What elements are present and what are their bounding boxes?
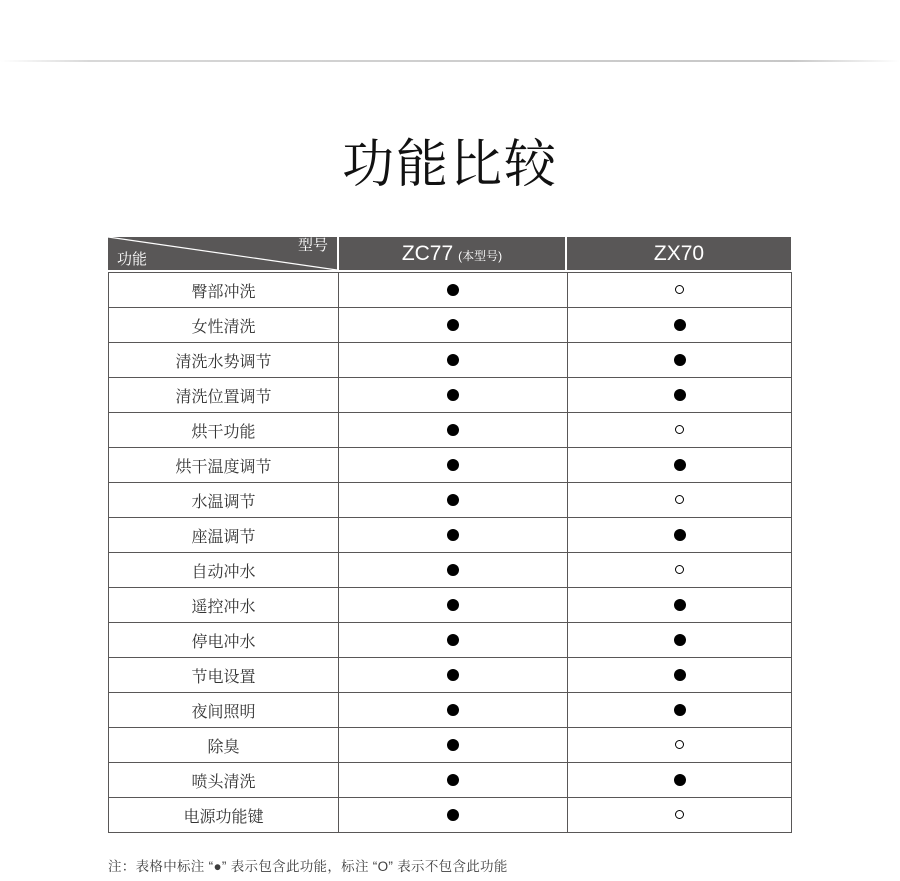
table-row [109, 623, 792, 658]
model-name-zc77: ZC77 [401, 241, 454, 265]
included-dot [674, 529, 686, 541]
feature-label: 烘干功能 [109, 413, 339, 448]
table-row [109, 553, 792, 588]
table-row [109, 448, 792, 483]
included-dot [447, 389, 459, 401]
zx70-value-cell [568, 378, 792, 413]
included-dot [447, 704, 459, 716]
included-dot [447, 284, 459, 296]
feature-label: 臀部冲洗 [109, 273, 339, 308]
included-dot [447, 634, 459, 646]
not-included-dot [675, 740, 684, 749]
zc77-value-cell [339, 273, 568, 308]
table-row [109, 728, 792, 763]
included-dot [447, 564, 459, 576]
included-dot [674, 459, 686, 471]
zc77-value-cell [339, 308, 568, 343]
included-dot [674, 774, 686, 786]
zx70-value-cell [568, 658, 792, 693]
feature-label: 水温调节 [109, 483, 339, 518]
header-corner-cell [108, 237, 337, 270]
zx70-value-cell [568, 763, 792, 798]
feature-label: 女性清洗 [109, 308, 339, 343]
table-row [109, 273, 792, 308]
feature-label: 遥控冲水 [109, 588, 339, 623]
zx70-value-cell [568, 518, 792, 553]
feature-rows [109, 273, 792, 833]
included-dot [447, 354, 459, 366]
table-header-row [108, 237, 791, 270]
zc77-value-cell [339, 448, 568, 483]
zc77-value-cell [339, 728, 568, 763]
zc77-value-cell [339, 798, 568, 833]
zx70-value-cell [568, 623, 792, 658]
zc77-value-cell [339, 413, 568, 448]
zx70-value-cell [568, 273, 792, 308]
table-row [109, 413, 792, 448]
feature-label: 节电设置 [109, 658, 339, 693]
footnote: 注：表格中标注 “●” 表示包含此功能，标注 “O” 表示不包含此功能 [108, 859, 508, 874]
zx70-value-cell [568, 588, 792, 623]
model-name-zx70: ZX70 [653, 241, 705, 265]
feature-table-body [108, 272, 792, 833]
feature-label: 烘干温度调节 [109, 448, 339, 483]
feature-comparison-table [108, 237, 791, 833]
included-dot [447, 599, 459, 611]
not-included-dot [675, 495, 684, 504]
included-dot [674, 389, 686, 401]
zc77-value-cell [339, 658, 568, 693]
table-row [109, 588, 792, 623]
zx70-value-cell [568, 343, 792, 378]
page-title: 功能比较 [341, 136, 558, 194]
zc77-value-cell [339, 588, 568, 623]
table-row [109, 693, 792, 728]
zx70-value-cell [568, 798, 792, 833]
not-included-dot [675, 285, 684, 294]
header-model-label: 型号 [297, 237, 328, 254]
table-row [109, 518, 792, 553]
zc77-value-cell [339, 623, 568, 658]
included-dot [447, 669, 459, 681]
feature-label: 电源功能键 [109, 798, 339, 833]
included-dot [447, 424, 459, 436]
table-row [109, 483, 792, 518]
feature-label: 喷头清洗 [109, 763, 339, 798]
zc77-value-cell [339, 343, 568, 378]
included-dot [447, 739, 459, 751]
zc77-value-cell [339, 483, 568, 518]
zc77-value-cell [339, 553, 568, 588]
top-divider [0, 60, 900, 62]
included-dot [674, 354, 686, 366]
header-cell-zx70 [565, 237, 791, 270]
included-dot [447, 494, 459, 506]
header-feature-label: 功能 [117, 251, 148, 268]
model-suffix-zc77: (本型号) [458, 249, 503, 263]
feature-label: 座温调节 [109, 518, 339, 553]
not-included-dot [675, 425, 684, 434]
not-included-dot [675, 565, 684, 574]
zx70-value-cell [568, 308, 792, 343]
included-dot [447, 319, 459, 331]
included-dot [674, 634, 686, 646]
zc77-value-cell [339, 693, 568, 728]
zx70-value-cell [568, 693, 792, 728]
included-dot [674, 599, 686, 611]
included-dot [674, 319, 686, 331]
included-dot [674, 704, 686, 716]
zc77-value-cell [339, 378, 568, 413]
table-row [109, 378, 792, 413]
included-dot [447, 809, 459, 821]
feature-label: 停电冲水 [109, 623, 339, 658]
feature-label: 清洗水势调节 [109, 343, 339, 378]
included-dot [447, 774, 459, 786]
zx70-value-cell [568, 448, 792, 483]
table-row [109, 308, 792, 343]
not-included-dot [675, 810, 684, 819]
included-dot [674, 669, 686, 681]
zx70-value-cell [568, 553, 792, 588]
header-cell-zc77 [337, 237, 565, 270]
included-dot [447, 459, 459, 471]
table-row [109, 763, 792, 798]
zx70-value-cell [568, 728, 792, 763]
zx70-value-cell [568, 483, 792, 518]
table-row [109, 658, 792, 693]
zc77-value-cell [339, 763, 568, 798]
feature-label: 除臭 [109, 728, 339, 763]
feature-label: 清洗位置调节 [109, 378, 339, 413]
zx70-value-cell [568, 413, 792, 448]
included-dot [447, 529, 459, 541]
table-row [109, 798, 792, 833]
feature-label: 自动冲水 [109, 553, 339, 588]
feature-label: 夜间照明 [109, 693, 339, 728]
table-row [109, 343, 792, 378]
zc77-value-cell [339, 518, 568, 553]
